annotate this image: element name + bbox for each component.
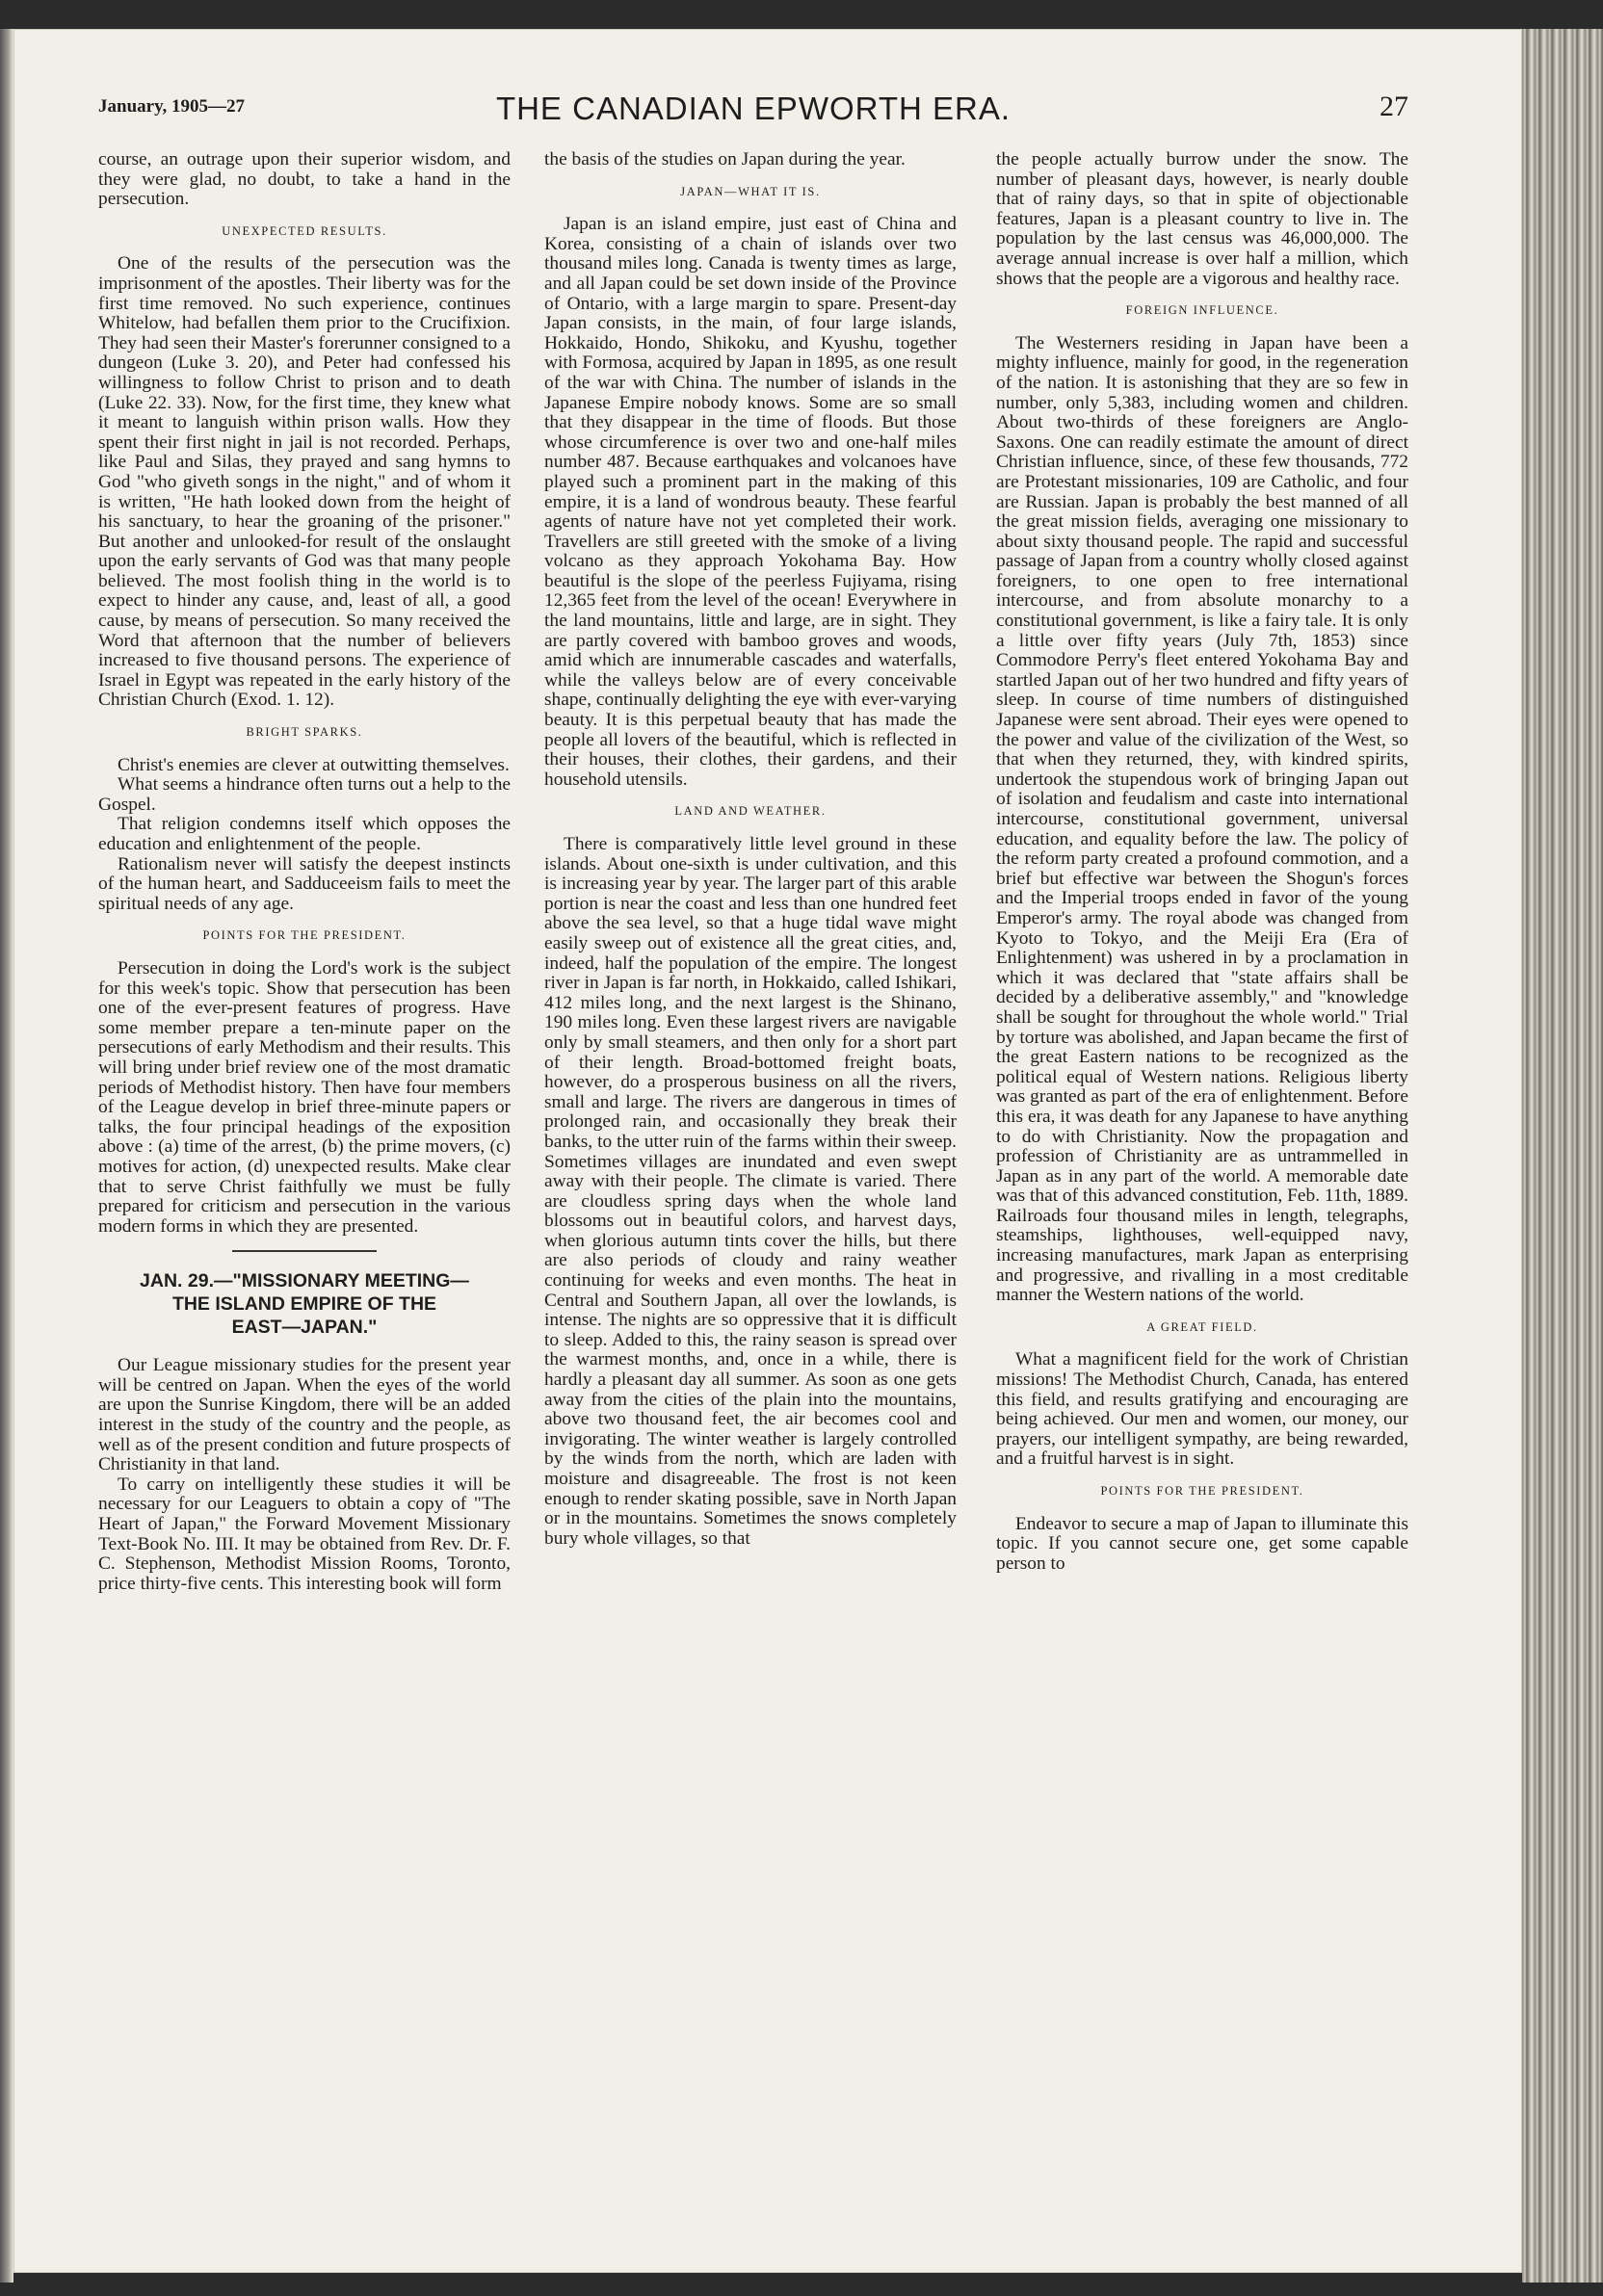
section-heading: LAND AND WEATHER. (674, 804, 827, 819)
section-heading: A GREAT FIELD. (1146, 1319, 1258, 1334)
paragraph: To carry on intelligently these studies it will be necessary for our Leaguers to obtain a copy of "The Heart of Japan," the Forward Movement Missionary Text-Book No. III. It may be obtained from Rev. Dr. F. C. Stephenson, Methodist Mission Rooms, Toronto, price thirty-five cents. This interesting book will form (98, 1474, 511, 1594)
paragraph: Japan is an island empire, just east of China and Korea, consisting of a chain of islands over two thousand miles long. Canada is twenty times as large, and all Japan could be set down inside of the Province of Ontario, with a large margin to spare. Present-day Japan consists, in the main, of four large islands, Hokkaido, Hondo, Shikoku, and Kyushu, together with Formosa, acquired by Japan in 1895, as one result of the war with China. The number of islands in the Japanese Empire nobody knows. Some are so small that they disappear in the time of floods. But those whose circumference is over two and one-half miles number 487. Because earthquakes and volcanoes have played such a prominent part in the making of this empire, it is a land of wondrous beauty. These fearful agents of nature have not yet completed their work. Travellers are still greeted with the smoke of a living volcano as they approach Yokohama Bay. How beautiful is the slope of the peerless Fujiyama, rising 12,365 feet from the level of the ocean! Everywhere in the land mountains, little and large, are in sight. They are partly covered with bamboo groves and woods, amid which are innumerable cascades and waterfalls, while the valleys below are of every conceivable shape, continually delighting the eye with ever-varying beauty. It is this perpetual beauty that has made the people all lovers of the beautiful, which is reflected in their houses, their clothes, their gardens, and their household utensils. (544, 214, 957, 790)
paragraph: What a magnificent field for the work of Christian missions! The Methodist Church, Canada, has entered this field, and results gratifying and encouraging are being achieved. Our men and women, our money, our prayers, our intelligent sympathy, are being rewarded, and a fruitful harvest is in sight. (996, 1349, 1408, 1470)
book-binding (1522, 29, 1603, 2283)
running-header (98, 91, 1408, 129)
paragraph: the people actually burrow under the snow. The number of pleasant days, however, is nearly double that of rainy days, so that in spite of objectionable features, Japan is a pleasant country to live in. The population by the last census was 46,000,000. The average annual increase is over half a million, which shows that the people are a vigorous and healthy race. (996, 149, 1408, 289)
paragraph: Our League missionary studies for the present year will be centred on Japan. When the eyes of the world are upon the Sunrise Kingdom, there will be an added interest in the study of the country and the people, as well as of the present condition and future prospects of Christianity in that land. (98, 1355, 511, 1475)
paragraph: Christ's enemies are clever at outwitting themselves. (118, 754, 510, 775)
left-page-edge (0, 29, 13, 2283)
section-heading: BRIGHT SPARKS. (246, 725, 363, 740)
paragraph: That religion condemns itself which opposes the education and enlightenment of the people. (98, 814, 511, 854)
section-heading: POINTS FOR THE PRESIDENT. (1100, 1484, 1304, 1498)
section-heading: FOREIGN INFLUENCE. (1125, 303, 1279, 318)
journal-title: THE CANADIAN EPWORTH ERA. (495, 91, 1012, 126)
section-heading: POINTS FOR THE PRESIDENT. (202, 928, 407, 943)
header-date: January, 1905—27 (98, 96, 246, 117)
column-3 (996, 150, 1408, 1574)
paragraph: Persecution in doing the Lord's work is the subject for this week's topic. Show that persecution has been one of the ever-present features of progress. Have some member prepare a ten-minute paper on the persecutions of early Methodism and their results. This will bring under brief review one of the most dramatic periods of Methodist history. Then have four members of the League develop in brief three-minute papers or talks, the four principal headings of the exposition above : (a) time of the arrest, (b) the prime movers, (c) motives for action, (d) unexpected results. Make clear that to serve Christ faithfully we must be fully prepared for criticism and persecution in the various modern forms in which they are presented. (98, 957, 511, 1237)
page-number: 27 (1380, 91, 1408, 122)
article-title-line: JAN. 29.—"MISSIONARY MEETING— (140, 1270, 469, 1292)
paragraph: Endeavor to secure a map of Japan to illuminate this topic. If you cannot secure one, get some capable person to (996, 1513, 1408, 1574)
paragraph: The Westerners residing in Japan have been a mighty influence, mainly for good, in the regeneration of the nation. It is astonishing that they are so few in number, only 5,383, including women and children. About two-thirds of these foreigners are Anglo-Saxons. One can readily estimate the amount of direct Christian influence, since, of these few thousands, 772 are Protestant missionaries, 109 are Catholic, and four are Russian. Japan is probably the best manned of all the great mission fields, averaging one missionary to about sixty thousand people. The rapid and successful passage of Japan from a country wholly closed against foreigners, to one open to free international intercourse, and from absolute monarchy to a constitutional government, is like a fairy tale. It is only a little over fifty years (July 7th, 1853) since Commodore Perry's fleet entered Yokohama Bay and startled Japan out of her two hundred and fifty years of sleep. In course of time numbers of distinguished Japanese were sent abroad. Their eyes were opened to the power and value of the civilization of the West, so that when they returned, they, with kindred spirits, undertook the stupendous work of bringing Japan out of isolation and feudalism and caste into international intercourse, constitutional government, universal education, and equality before the law. The policy of the reform party created a profound commotion, and a brief but effective war between the Shogun's forces and the Imperial troops ended in favor of the young Emperor's army. The royal abode was changed from Kyoto to Tokyo, and the Meiji Era (Era of Enlightenment) was ushered in by a proclamation in which it was declared that "state affairs shall be decided by a deliberative assembly," and "knowledge shall be sought for throughout the whole world." Trial by torture was abolished, and Japan became the first of the great Eastern nations to be recognized as the political equal of Western nations. Religious liberty was granted as part of the era of enlightenment. Before this era, it was death for any Japanese to have anything to do with Christianity. Now the propagation and profession of Christianity are as untrammelled in Japan as in any part of the world. A memorable date was that of this advanced constitution, Feb. 11th, 1889. Railroads four thousand miles in length, telegraphs, steamships, lighthouses, well-equipped navy, increasing manufactures, mark Japan as enterprising and progressive, and rivalling in a most creditable manner the Western nations of the world. (996, 332, 1408, 1306)
paragraph: Rationalism never will satisfy the deepest instincts of the human heart, and Sadduceeism fails to meet the spiritual needs of any age. (98, 853, 511, 914)
column-1 (98, 150, 511, 1594)
article-title-line: THE ISLAND EMPIRE OF THE (171, 1293, 437, 1316)
paragraph: What seems a hindrance often turns out a help to the Gospel. (98, 774, 511, 815)
paragraph: There is comparatively little level ground in these islands. About one-sixth is under cultivation, and this is increasing year by year. The larger part of this arable portion is near the coast and less than one hundred feet above the sea level, so that a huge tidal wave might easily sweep out of existence all the great cities, and, indeed, half the population of the empire. The longest river in Japan is far north, in Hokkaido, called Ishikari, 412 miles long, and the next largest is the Shinano, 190 miles long. Even these largest rivers are navigable only by small steamers, and then only for a short part of their length. Broad-bottomed freight boats, however, do a prosperous business on all the rivers, small and large. The rivers are dangerous in times of prolonged rain, and occasionally they break their banks, to the utter ruin of the farms within their sweep. Sometimes villages are inundated and even swept away with their people. The climate is varied. There are cloudless spring days when the whole land blossoms out in beautiful colors, and harvest days, when glorious autumn tints cover the hills, but there are also periods of cloudy and rainy weather continuing for weeks and even months. The heat in Central and Southern Japan, all over the lowlands, is intense. The nights are so oppressive that it is difficult to sleep. Added to this, the rainy season is spread over the warmest months, and, once in a while, there is hardly a pleasant day all summer. As soon as one gets away from the cities of the plain into the mountains, above two thousand feet, the air becomes cool and invigorating. The winter weather is largely controlled by the winds from the north, which are laden with moisture and disagreeable. The frost is not keen enough to render skating possible, save in North Japan or in the mountains. Sometimes the snows completely bury whole villages, so that (544, 834, 957, 1549)
paragraph: course, an outrage upon their superior wisdom, and they were glad, no doubt, to take a hand in the persecution. (98, 149, 511, 210)
paragraph: the basis of the studies on Japan during the year. (544, 149, 906, 170)
divider (232, 1250, 377, 1252)
column-2 (544, 150, 957, 1549)
article-title (98, 1269, 511, 1339)
section-heading: JAPAN—WHAT IT IS. (680, 184, 821, 198)
section-heading: UNEXPECTED RESULTS. (222, 223, 387, 238)
paragraph: One of the results of the persecution was the imprisonment of the apostles. Their liberty was for the first time removed. No such experience, continues Whitelow, had befallen them prior to the Crucifixion. They had seen their Master's forerunner consigned to a dungeon (Luke 3. 20), and Peter had confessed his willingness to follow Christ to prison and to death (Luke 22. 33). Now, for the first time, they knew what it meant to languish within prison walls. How they spent their first night in jail is not recorded. Perhaps, like Paul and Silas, they prayed and sang hymns to God "who giveth songs in the night," and of whom it is written, "He hath looked down from the height of his sanctuary, to hear the groaning of the prisoner." But another and unlooked-for result of the onslaught upon the early servants of God was that many people believed. The most foolish thing in the world is to expect to hinder any cause, and, least of all, a good cause, by means of persecution. So many received the Word that afternoon that the number of believers increased to five thousand persons. The experience of Israel in Egypt was repeated in the early history of the Christian Church (Exod. 1. 12). (98, 253, 511, 711)
article-title-line: EAST—JAPAN." (231, 1317, 378, 1339)
